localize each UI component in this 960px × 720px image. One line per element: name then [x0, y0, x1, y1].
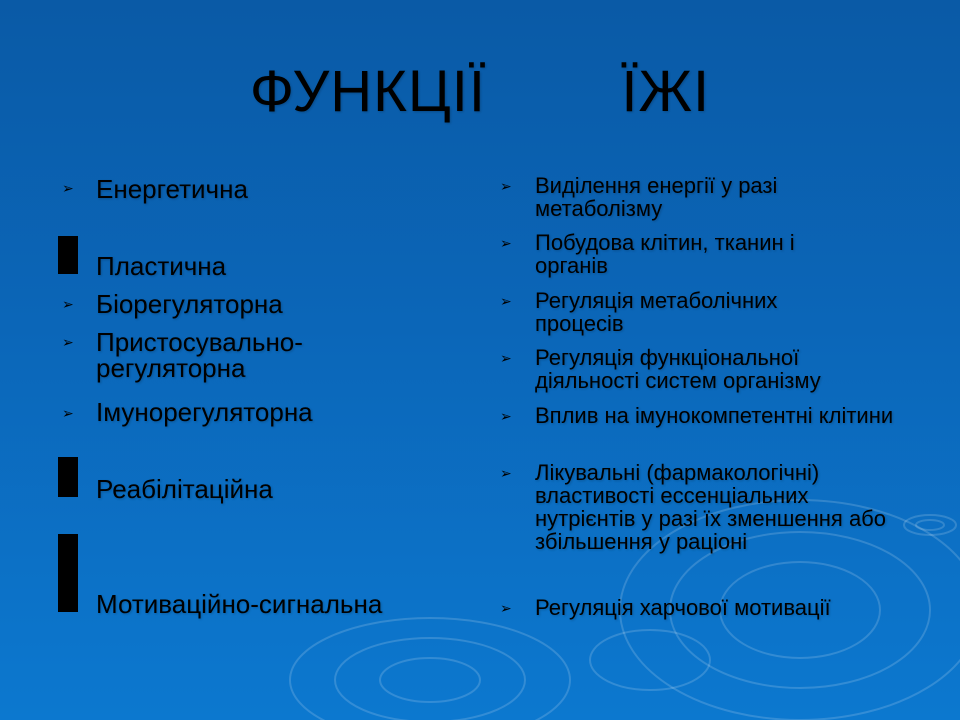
- slide-title: ФУНКЦІЇ ЇЖІ: [249, 59, 711, 124]
- right-item-immune-influence: Вплив на імунокомпетентні клітини: [535, 403, 894, 428]
- bullet-arrow-icon: ➢: [500, 600, 512, 616]
- bullet-arrow-icon: ➢: [62, 296, 74, 312]
- left-item-plastic: Пластична: [96, 251, 227, 281]
- right-item-energy-release: Виділення енергії у разі метаболізму: [535, 173, 778, 221]
- bullet-arrow-icon: ➢: [500, 408, 512, 424]
- right-item-functional-regulation: Регуляція функціональної діяльності систем організму: [535, 345, 821, 393]
- right-item-pharmacological: Лікувальні (фармакологічні) властивості ессенціальних нутрієнтів у разі їх зменшення або збільшення у раціоні: [535, 460, 887, 554]
- bullet-arrow-icon: ➢: [500, 293, 512, 309]
- left-item-immunoregulatory: Імунорегуляторна: [96, 397, 313, 427]
- right-item-metabolic-regulation: Регуляція метаболічних процесів: [535, 288, 778, 336]
- bullet-arrow-icon: ➢: [500, 178, 512, 194]
- left-item-energy: Енергетична: [96, 174, 248, 204]
- bullet-arrow-icon: ➢: [62, 334, 74, 350]
- bullet-arrow-icon: ➢: [500, 465, 512, 481]
- bullet-arrow-icon: ➢: [500, 235, 512, 251]
- black-bar-marker: [58, 236, 78, 274]
- right-item-cell-building: Побудова клітин, тканин і органів: [535, 230, 795, 278]
- bullet-arrow-icon: ➢: [62, 405, 74, 421]
- right-item-food-motivation: Регуляція харчової мотивації: [535, 595, 831, 620]
- bullet-arrow-icon: ➢: [62, 180, 74, 196]
- left-item-motivational: Мотиваційно-сигнальна: [96, 589, 383, 619]
- left-item-bioregulatory: Біорегуляторна: [96, 289, 283, 319]
- black-bar-marker: [58, 534, 78, 612]
- left-item-adaptive: Пристосувально-регуляторна: [96, 327, 303, 383]
- left-item-rehabilitation: Реабілітаційна: [96, 474, 273, 504]
- black-bar-marker: [58, 457, 78, 497]
- bullet-arrow-icon: ➢: [500, 350, 512, 366]
